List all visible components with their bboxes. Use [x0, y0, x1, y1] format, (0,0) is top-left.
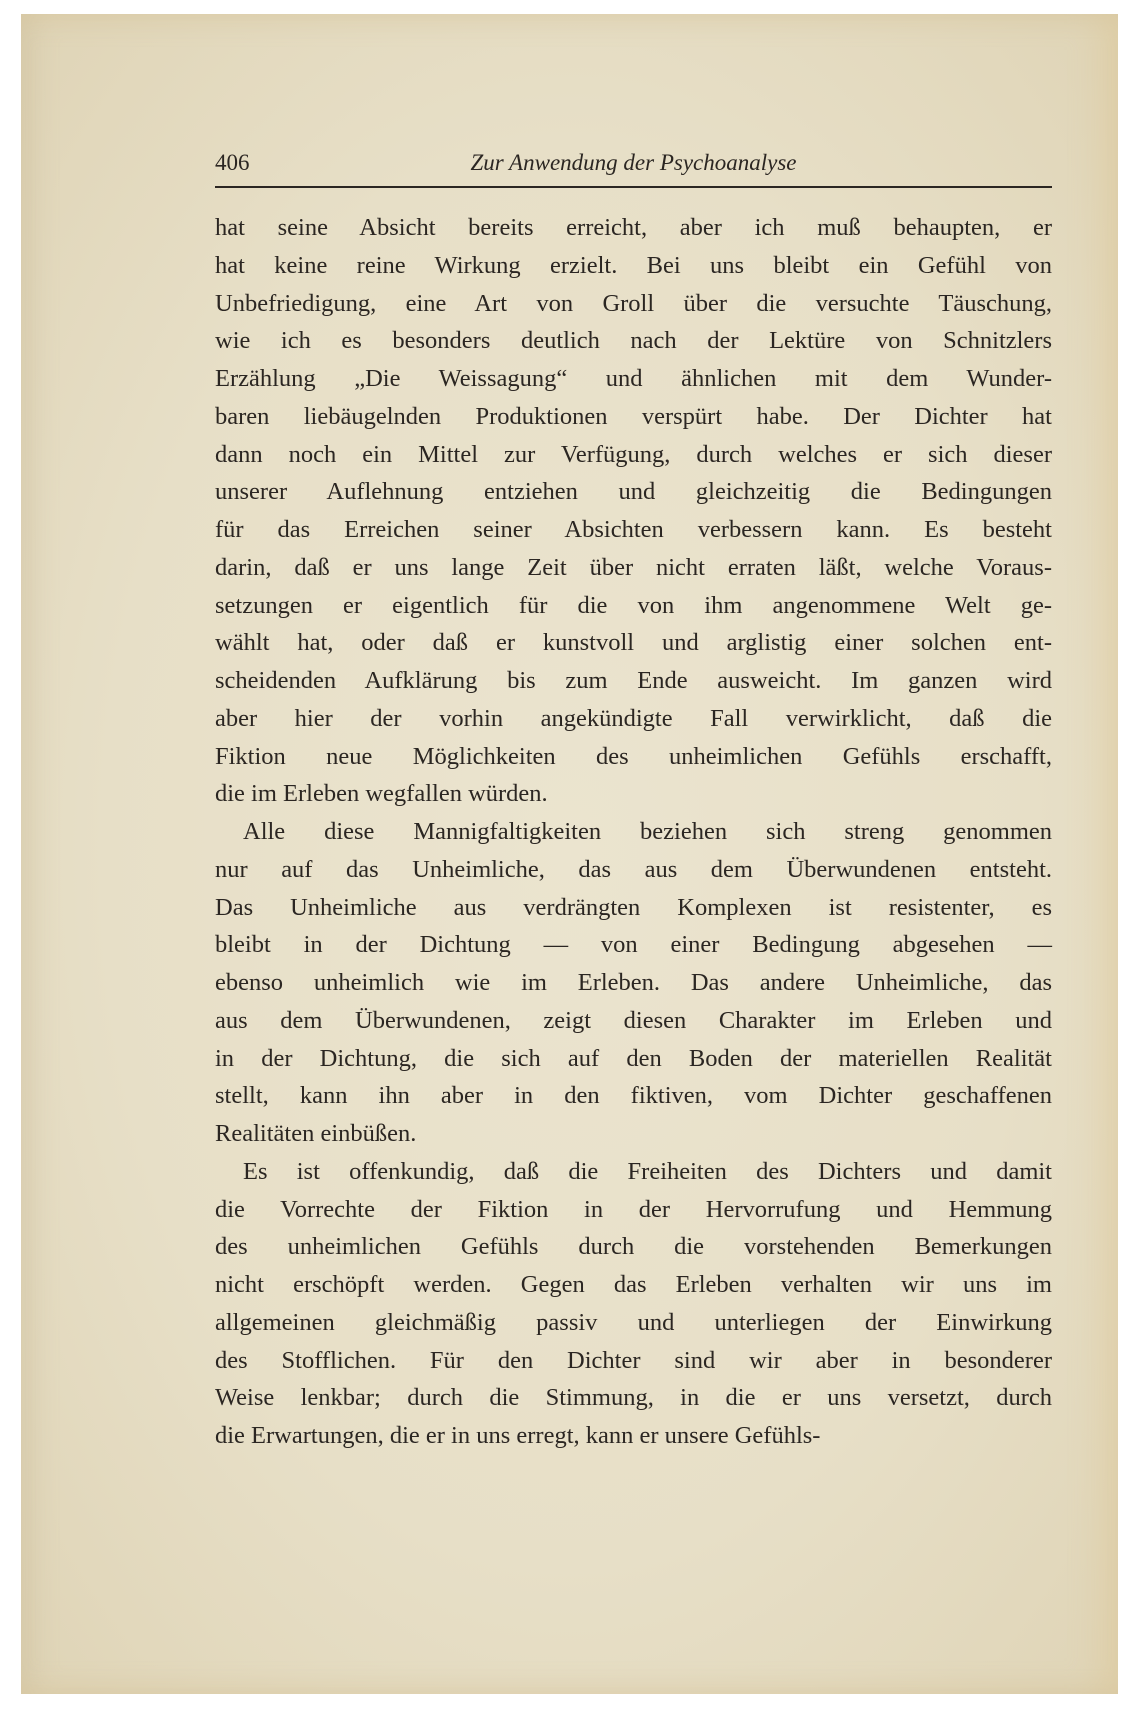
- running-header: [215, 150, 1052, 180]
- text-line: des unheimlichen Gefühls durch die vorstehenden Bemerkungen: [215, 1233, 1052, 1261]
- text-line: allgemeinen gleichmäßig passiv und unterliegen der Einwirkung: [215, 1308, 1052, 1336]
- text-line: Fiktion neue Möglichkeiten des unheimlichen Gefühls erschafft,: [215, 742, 1052, 770]
- text-line: Alle diese Mannigfaltigkeiten beziehen sich streng genommen: [243, 818, 1052, 845]
- text-line: die Erwartungen, die er in uns erregt, kann er unsere Gefühls-: [215, 1422, 821, 1449]
- text-line: Erzählung „Die Weissagung“ und ähnlichen mit dem Wunder-: [215, 365, 1052, 392]
- text-line: bleibt in der Dichtung — von einer Bedingung abgesehen —: [215, 931, 1052, 959]
- text-line: stellt, kann ihn aber in den fiktiven, vom Dichter geschaffenen: [215, 1082, 1052, 1110]
- text-line: aus dem Überwundenen, zeigt diesen Charakter im Erleben und: [215, 1006, 1052, 1034]
- paragraph: [215, 813, 1052, 1153]
- text-line: wählt hat, oder daß er kunstvoll und arglistig einer solchen ent-: [215, 629, 1052, 657]
- text-line: hat keine reine Wirkung erzielt. Bei uns bleibt ein Gefühl von: [215, 251, 1052, 279]
- paragraph: [215, 209, 1052, 813]
- text-line: nur auf das Unheimliche, das aus dem Überwundenen entsteht.: [215, 855, 1052, 883]
- text-line: des Stofflichen. Für den Dichter sind wir aber in besonderer: [215, 1346, 1052, 1374]
- text-line: hat seine Absicht bereits erreicht, aber ich muß behaupten, er: [215, 214, 1052, 241]
- text-line: Es ist offenkundig, daß die Freiheiten des Dichters und damit: [243, 1157, 1052, 1185]
- text-line: wie ich es besonders deutlich nach der Lektüre von Schnitzlers: [215, 327, 1052, 355]
- text-line: setzungen er eigentlich für die von ihm angenommene Welt ge-: [215, 591, 1052, 619]
- text-line: unserer Auflehnung entziehen und gleichzeitig die Bedingungen: [215, 478, 1052, 506]
- text-line: in der Dichtung, die sich auf den Boden der materiellen Realität: [215, 1044, 1052, 1072]
- paragraph: [215, 1153, 1052, 1455]
- text-line: nicht erschöpft werden. Gegen das Erleben verhalten wir uns im: [215, 1271, 1052, 1298]
- running-title: Zur Anwendung der Psychoanalyse: [470, 150, 797, 175]
- text-line: aber hier der vorhin angekündigte Fall verwirklicht, daß die: [215, 704, 1052, 732]
- text-line: ebenso unheimlich wie im Erleben. Das andere Unheimliche, das: [215, 969, 1052, 996]
- body-text: [215, 209, 1052, 1455]
- text-line: für das Erreichen seiner Absichten verbessern kann. Es besteht: [215, 516, 1052, 543]
- text-line: Unbefriedigung, eine Art von Groll über die versuchte Täuschung,: [215, 289, 1052, 317]
- page-number: 406: [215, 150, 250, 175]
- text-line: die im Erleben wegfallen würden.: [215, 780, 548, 808]
- text-line: scheidenden Aufklärung bis zum Ende ausweicht. Im ganzen wird: [215, 667, 1052, 694]
- text-line: Das Unheimliche aus verdrängten Komplexen ist resistenter, es: [215, 893, 1052, 921]
- header-rule: [215, 186, 1052, 188]
- text-line: dann noch ein Mittel zur Verfügung, durch welches er sich dieser: [215, 440, 1052, 468]
- text-line: darin, daß er uns lange Zeit über nicht erraten läßt, welche Voraus-: [215, 553, 1052, 581]
- text-line: Weise lenkbar; durch die Stimmung, in die er uns versetzt, durch: [215, 1384, 1052, 1412]
- text-line: baren liebäugelnden Produktionen verspürt habe. Der Dichter hat: [215, 402, 1052, 430]
- text-line: die Vorrechte der Fiktion in der Hervorrufung und Hemmung: [215, 1195, 1052, 1223]
- text-line: Realitäten einbüßen.: [215, 1120, 417, 1147]
